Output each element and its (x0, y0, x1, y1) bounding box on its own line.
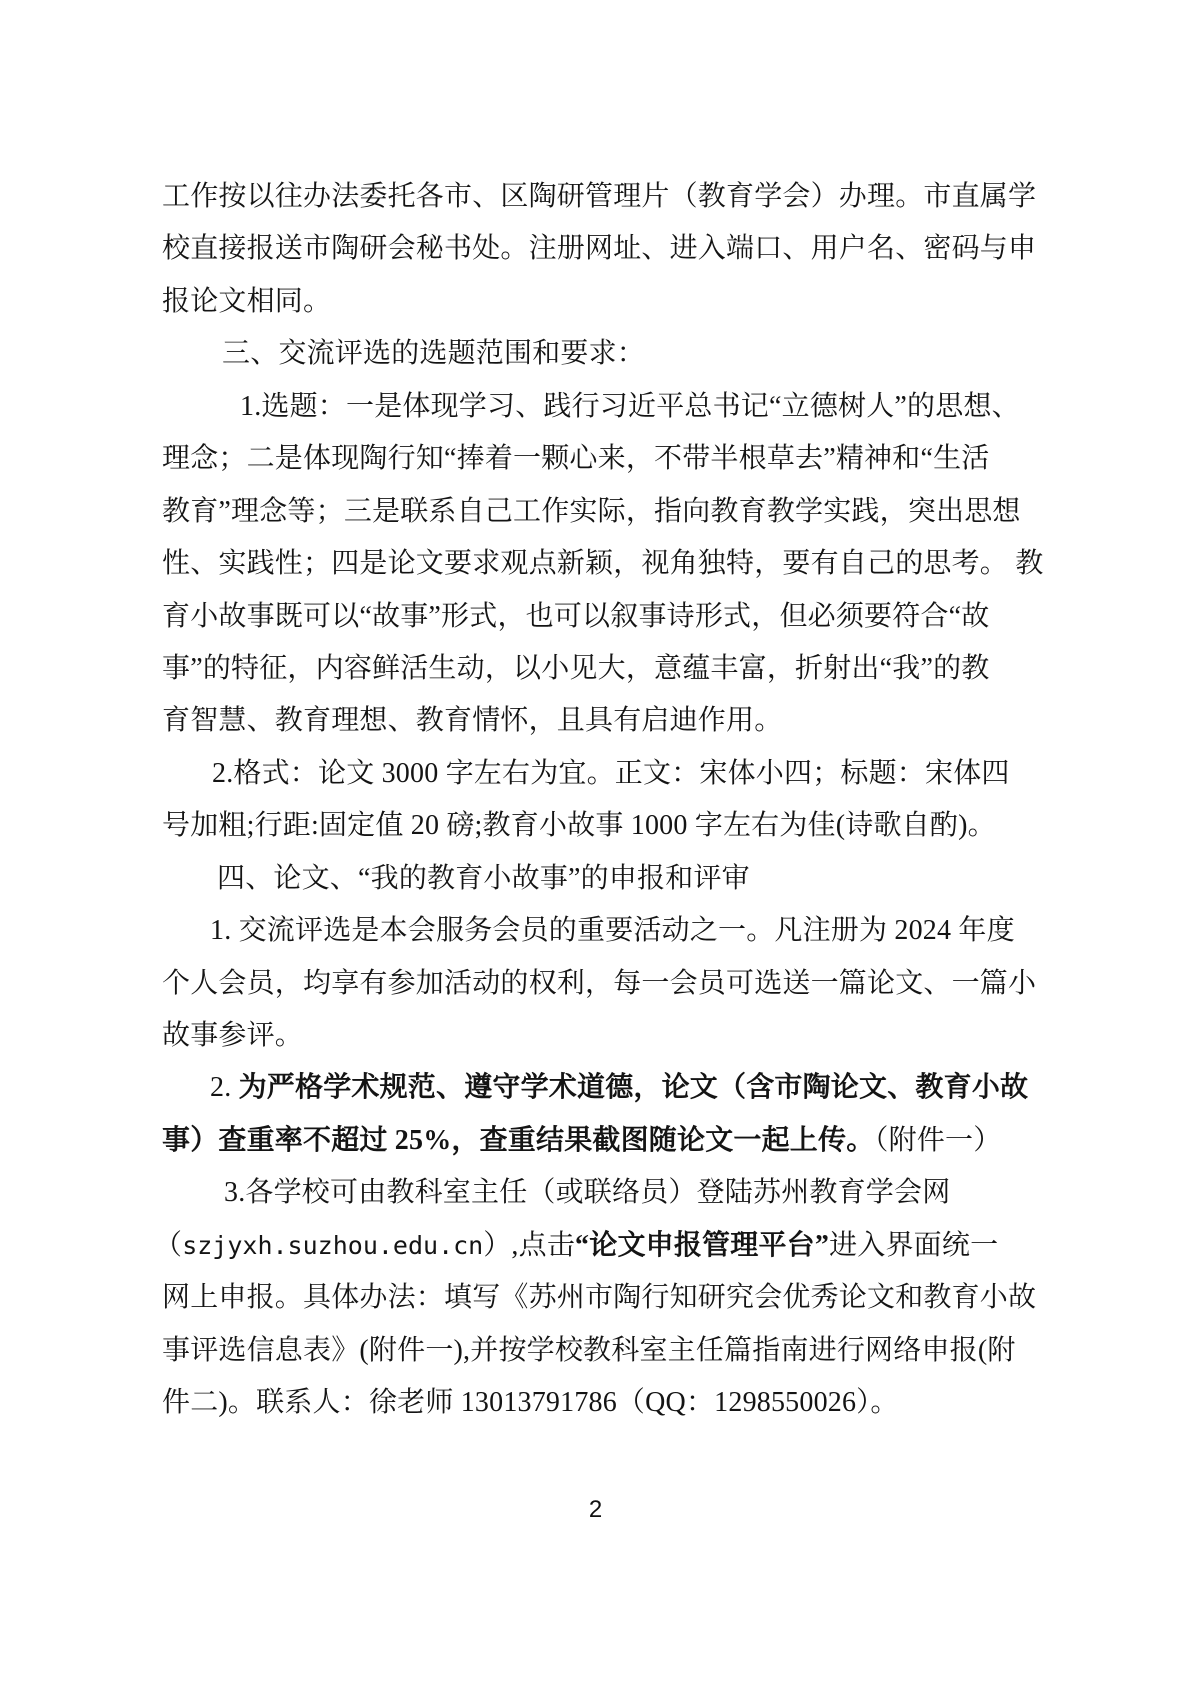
text-run: 件二)。联系人：徐老师 13013791786（QQ：1298550026）。 (162, 1387, 899, 1419)
doc-line-15 (162, 905, 1047, 957)
text-run: 进入界面统一 (829, 1229, 999, 1261)
text-run: 理念；二是体现陶行知“捧着一颗心来，不带半根草去”精神和“生活 (162, 443, 990, 475)
doc-line-14-section-heading (162, 853, 1047, 905)
text-run: （附件一） (874, 1124, 1002, 1156)
document-body (154, 171, 1047, 1430)
doc-line-18 (162, 1062, 1047, 1114)
page-number: 2 (588, 1496, 603, 1523)
doc-line-10 (162, 643, 1047, 695)
doc-line-9 (162, 591, 1047, 643)
text-run: 育小故事既可以“故事”形式，也可以叙事诗形式，但必须要符合“故 (162, 600, 990, 632)
text-run: 育智慧、教育理想、教育情怀，且具有启迪作用。 (162, 705, 783, 737)
doc-line-1 (162, 171, 1047, 223)
doc-line-5 (162, 381, 1047, 433)
text-run: 四、论文、“我的教育小故事”的申报和评审 (217, 862, 750, 894)
doc-line-21 (154, 1220, 1047, 1272)
doc-line-20 (162, 1167, 1047, 1219)
doc-line-19 (162, 1115, 1047, 1167)
text-run: 2.格式：论文 3000 字左右为宜。正文：宋体小四；标题：宋体四 (212, 757, 1010, 789)
doc-line-13 (162, 800, 1047, 852)
text-run: 号加粗;行距:固定值 20 磅;教育小故事 1000 字左右为佳(诗歌自酌)。 (162, 810, 996, 842)
text-run: 报论文相同。 (162, 285, 332, 317)
text-run: 三、交流评选的选题范围和要求： (222, 338, 646, 370)
text-run: 网上申报。具体办法：填写《苏州市陶行知研究会优秀论文和教育小故 (162, 1282, 1037, 1314)
text-run: 校直接报送市陶研会秘书处。注册网址、进入端口、用户名、密码与申 (162, 233, 1037, 265)
doc-line-16 (162, 958, 1047, 1010)
text-run: 教育”理念等；三是联系自己工作实际，指向教育教学实践，突出思想 (162, 495, 1021, 527)
doc-line-12 (162, 748, 1047, 800)
doc-line-6 (162, 433, 1047, 485)
bold-text-run: 事）查重率不超过 25%，查重结果截图随论文一起上传。 (162, 1124, 875, 1156)
text-run: （ (154, 1229, 183, 1261)
doc-line-7 (162, 486, 1047, 538)
text-run: 3.各学校可由教科室主任（或联络员）登陆苏州教育学会网 (224, 1177, 951, 1209)
doc-line-2 (162, 223, 1047, 275)
text-run: 故事参评。 (162, 1020, 304, 1051)
doc-line-11 (162, 695, 1047, 747)
bold-text-run: 为严格学术规范、遵守学术道德，论文（含市陶论文、教育小故 (238, 1072, 1029, 1104)
text-run: 事”的特征，内容鲜活生动，以小见大，意蕴丰富，折射出“我”的教 (162, 652, 990, 684)
text-run: 事评选信息表》(附件一),并按学校教科室主任篇指南进行网络申报(附 (162, 1334, 1016, 1366)
doc-line-3 (162, 276, 1047, 328)
text-run: 2. (210, 1072, 239, 1104)
doc-line-23 (162, 1325, 1047, 1377)
text-run: 1. 交流评选是本会服务会员的重要活动之一。凡注册为 2024 年度 (210, 915, 1015, 947)
url-text-run: szjyxh.suzhou.edu.cn (182, 1230, 484, 1260)
doc-line-4-section-heading (162, 328, 1047, 380)
bold-text-run: “论文申报管理平台” (575, 1229, 830, 1261)
text-run: 1.选题：一是体现学习、践行习近平总书记“立德树人”的思想、 (240, 390, 1020, 422)
doc-line-8 (162, 538, 1047, 590)
text-run: 工作按以往办法委托各市、区陶研管理片（教育学会）办理。市直属学 (162, 181, 1037, 212)
text-run: ）,点击 (483, 1229, 576, 1261)
doc-line-24 (162, 1377, 1047, 1429)
text-run: 性、实践性；四是论文要求观点新颖，视角独特，要有自己的思考。 教 (162, 548, 1044, 580)
text-run: 个人会员，均享有参加活动的权利，每一会员可选送一篇论文、一篇小 (162, 967, 1037, 999)
doc-line-17 (162, 1010, 1047, 1062)
doc-line-22 (162, 1272, 1047, 1324)
